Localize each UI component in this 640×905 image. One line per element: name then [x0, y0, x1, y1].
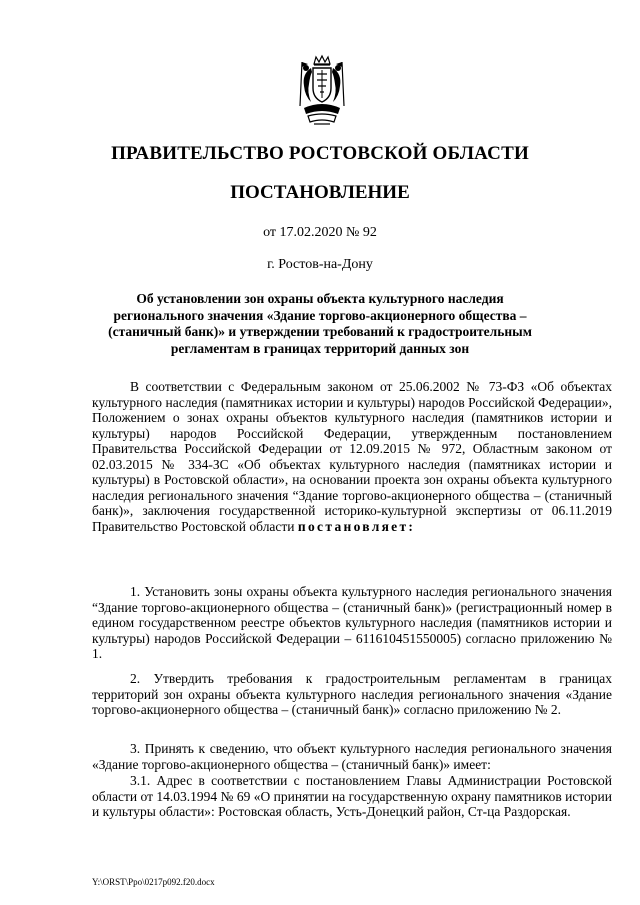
- resolves-word: постановляет:: [297, 518, 416, 534]
- preamble-paragraph: [92, 379, 612, 534]
- document-title: Об установлении зон охраны объекта культурного наследия регионального значения «Здание торгово-акционерного общества – (станичный банк)» и утверждении требований к градостроительным регламентам в границах территорий данных зон: [108, 291, 532, 356]
- organization-name: ПРАВИТЕЛЬСТВО РОСТОВСКОЙ ОБЛАСТИ: [111, 143, 529, 164]
- document-type: ПОСТАНОВЛЕНИЕ: [230, 182, 410, 203]
- coat-of-arms-icon: [296, 54, 348, 128]
- item-3-1: 3.1. Адрес в соответствии с постановлением Главы Администрации Ростовской области от 14.03.1994 № 69 «О принятии на государственную охрану памятников истории и культуры области»: Ростовская область, Усть-Донецкий район, Ст-ца Раздорская.: [92, 773, 612, 819]
- preamble-text: В соответствии с Федеральным законом от 25.06.2002 № 73-ФЗ «Об объектах культурного наследия (памятниках истории и культуры) народов Российской Федерации», Положением о зонах охраны объектов культурного наследия (памятников истории и культуры) народов Российской Федерации, утвержденным постановлением Правительства Российской Федерации от 12.09.2015 № 972, Областным законом от 02.03.2015 № 334-ЗС «Об объектах культурного наследия (памятниках истории и культуры) в Ростовской области», на основании проекта зон охраны объекта культурного наследия регионального значения “Здание торгово-акционерного общества – (станичный банк)», заключения государственной историко-культурной экспертизы от 06.11.2019 Правительство Ростовской области: [92, 379, 612, 534]
- item-3: 3. Принять к сведению, что объект культурного наследия регионального значения «Здание торгово-акционерного общества – (станичный банк)» имеет:: [92, 741, 612, 772]
- item-2: 2. Утвердить требования к градостроительным регламентам в границах территорий зон охраны объекта культурного наследия регионального значения «Здание торгово-акционерного общества – (станичный банк)» согласно приложению № 2.: [92, 671, 612, 717]
- file-path: Y:\ORST\Ppo\0217p092.f20.docx: [92, 877, 215, 887]
- item-1: 1. Установить зоны охраны объекта культурного наследия регионального значения “Здание торгово-акционерного общества – (станичный банк)» (регистрационный номер в едином государственном реестре объектов культурного наследия (памятников истории и культуры) народов Российской Федерации – 611610451550005) согласно приложению № 1.: [92, 584, 612, 661]
- document-city: г. Ростов-на-Дону: [267, 257, 373, 272]
- document-date-number: от 17.02.2020 № 92: [263, 225, 377, 240]
